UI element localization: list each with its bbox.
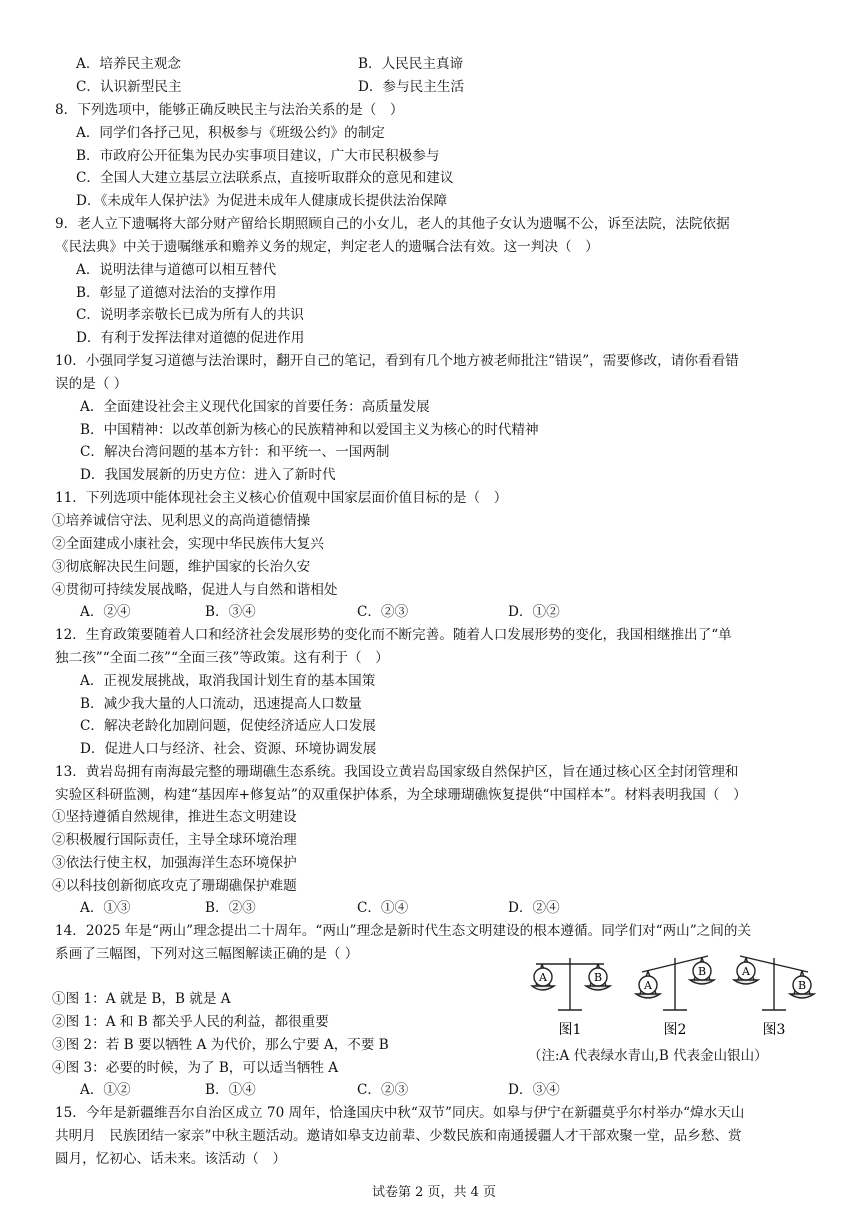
q7-option-b: B．人民民主真谛 (358, 56, 464, 72)
q12-option-a: A．正视发展挑战，取消我国计划生育的基本国策 (80, 673, 376, 689)
q12-option-b: B．减少我大量的人口流动，迅速提高人口数量 (80, 696, 362, 712)
q10-option-d: D．我国发展新的历史方位：进入了新时代 (80, 467, 336, 483)
q11-statement-2: ②全面建成小康社会，实现中华民族伟大复兴 (52, 536, 324, 552)
q8-option-d: D．《未成年人保护法》为促进未成年人健康成长提供法治保障 (76, 193, 448, 209)
q13-stem-line2: 实验区科研监测，构建“基因库+修复站”的双重保护体系，为全球珊瑚礁恢复提供“中国样本”。材料表明我国（ ） (55, 787, 747, 803)
q8-stem: 8．下列选项中，能够正确反映民主与法治关系的是（ ） (55, 102, 404, 118)
q15-stem-line1: 15．今年是新疆维吾尔自治区成立 70 周年，恰逢国庆中秋“双节”同庆。如皋与伊宁在新疆莫乎尔村举办“煒水天山 (55, 1105, 745, 1121)
q7-option-a: A．培养民主观念 (76, 56, 181, 72)
q11-statement-4: ④贯彻可持续发展战略，促进人与自然和谐相处 (52, 582, 338, 598)
fig3-caption: 图3 (762, 1022, 786, 1038)
q14-statement-4: ④图 3：必要的时候，为了 B，可以适当牺牲 A (52, 1060, 339, 1076)
fig2-pan-b-label: B (697, 965, 707, 978)
q11-option-c: C．②③ (357, 604, 409, 620)
q14-statement-2: ②图 1：A 和 B 都关乎人民的利益，都很重要 (52, 1014, 329, 1030)
q10-stem-line1: 10．小强同学复习道德与法治课时，翻开自己的笔记，看到有几个地方被老师批注“错误”，需要修改，请你看看错 (55, 353, 739, 369)
q13-stem-line1: 13．黄岩岛拥有南海最完整的珊瑚礁生态系统。我国设立黄岩岛国家级自然保护区，旨在通过核心区全封闭管理和 (55, 764, 739, 780)
q11-statement-3: ③彻底解决民生问题，维护国家的长治久安 (52, 559, 311, 575)
q7-option-d: D．参与民主生活 (358, 79, 465, 95)
q11-statement-1: ①培养诚信守法、见利思义的高尚道德情操 (52, 513, 311, 529)
q13-option-d: D．②④ (508, 900, 560, 916)
q14-option-a: A．①② (80, 1082, 131, 1098)
q14-stem-line1: 14．2025 年是“两山”理念提出二十周年。“两山”理念是新时代生态文明建设的根本遵循。同学们对“两山”之间的关 (55, 923, 752, 939)
q10-option-a: A．全面建设社会主义现代化国家的首要任务：高质量发展 (80, 399, 430, 415)
q8-option-c: C．全国人大建立基层立法联系点，直接听取群众的意见和建议 (76, 170, 454, 186)
fig3-pan-b-label: B (797, 979, 807, 992)
q13-option-b: B．②③ (205, 900, 256, 916)
q14-option-c: C．②③ (357, 1082, 409, 1098)
q11-option-b: B．③④ (205, 604, 256, 620)
fig2-caption: 图2 (663, 1022, 687, 1038)
q13-statement-2: ②积极履行国际责任，主导全球环境治理 (52, 832, 297, 848)
q13-option-a: A．①③ (80, 900, 131, 916)
q14-figure-note: （注:A 代表绿水青山,B 代表金山银山） (528, 1048, 768, 1064)
q8-option-b: B．市政府公开征集为民办实事项目建议，广大市民积极参与 (76, 148, 440, 164)
q14-option-d: D．③④ (508, 1082, 560, 1098)
q11-option-a: A．②④ (80, 604, 131, 620)
page-footer: 试卷第 2 页，共 4 页 (371, 1185, 497, 1200)
q11-option-d: D．①② (508, 604, 560, 620)
q9-option-c: C．说明孝亲敬长已成为所有人的共识 (76, 307, 304, 323)
q9-stem-line1: 9．老人立下遗嘱将大部分财产留给长期照顾自己的小女儿，老人的其他子女认为遗嘱不公，诉至法院，法院依据 (55, 216, 730, 232)
fig1-pan-b-label: B (593, 971, 603, 984)
q11-stem: 11．下列选项中能体现社会主义核心价值观中国家层面价值目标的是（ ） (55, 490, 508, 506)
q9-option-d: D．有利于发挥法律对道德的促进作用 (76, 330, 305, 346)
q12-stem-line2: 独二孩”“全面二孩”“全面三孩”等政策。这有利于（ ） (55, 650, 389, 666)
q13-statement-4: ④以科技创新彻底攻克了珊瑚礁保护难题 (52, 878, 297, 894)
q14-stem-line2: 系画了三幅图，下列对这三幅图解读正确的是（ ） (55, 946, 359, 962)
fig1-pan-a-label: A (539, 971, 547, 984)
q9-stem-line2: 《民法典》中关于遗嘱继承和赡养义务的规定，判定老人的遗嘱合法有效。这一判决（ ） (55, 239, 599, 255)
q10-option-b: B．中国精神：以改革创新为核心的民族精神和以爱国主义为核心的时代精神 (80, 422, 539, 438)
q14-statement-3: ③图 2：若 B 要以牺牲 A 为代价，那么宁要 A，不要 B (52, 1037, 389, 1053)
q10-stem-line2: 误的是（ ） (55, 376, 128, 392)
balance-scale-1 (532, 958, 610, 1010)
q14-statement-1: ①图 1：A 就是 B，B 就是 A (52, 991, 231, 1007)
balance-scales-image (528, 950, 833, 1042)
q13-statement-1: ①坚持遵循自然规律，推进生态文明建设 (52, 809, 297, 825)
q12-option-c: C．解决老龄化加剧问题，促使经济适应人口发展 (80, 718, 376, 734)
q14-option-b: B．①④ (205, 1082, 256, 1098)
q15-stem-line2: 共明月 民族团结一家亲”中秋主题活动。邀请如皋支边前辈、少数民族和南通援疆人才干部欢聚一堂，品乡愁、赏 (55, 1128, 742, 1144)
fig3-pan-a-label: A (742, 965, 750, 978)
q10-option-c: C．解决台湾问题的基本方针：和平统一、一国两制 (80, 444, 390, 460)
fig2-pan-a-label: A (644, 979, 652, 992)
q13-option-c: C．①④ (357, 900, 409, 916)
q9-option-b: B．彰显了道德对法治的支撑作用 (76, 285, 277, 301)
q7-option-c: C．认识新型民主 (76, 79, 182, 95)
q14-balance-figures (528, 950, 833, 1065)
q8-option-a: A．同学们各抒己见，积极参与《班级公约》的制定 (76, 125, 385, 141)
q13-statement-3: ③依法行使主权，加强海洋生态环境保护 (52, 855, 297, 871)
q9-option-a: A．说明法律与道德可以相互替代 (76, 262, 277, 278)
q12-stem-line1: 12．生育政策要随着人口和经济社会发展形势的变化而不断完善。随着人口发展形势的变化，我国相继推出了“单 (55, 627, 732, 643)
q15-stem-line3: 圆月，忆初心、话未来。该活动（ ） (55, 1151, 287, 1167)
fig1-caption: 图1 (558, 1022, 582, 1038)
q12-option-d: D．促进人口与经济、社会、资源、环境协调发展 (80, 741, 377, 757)
